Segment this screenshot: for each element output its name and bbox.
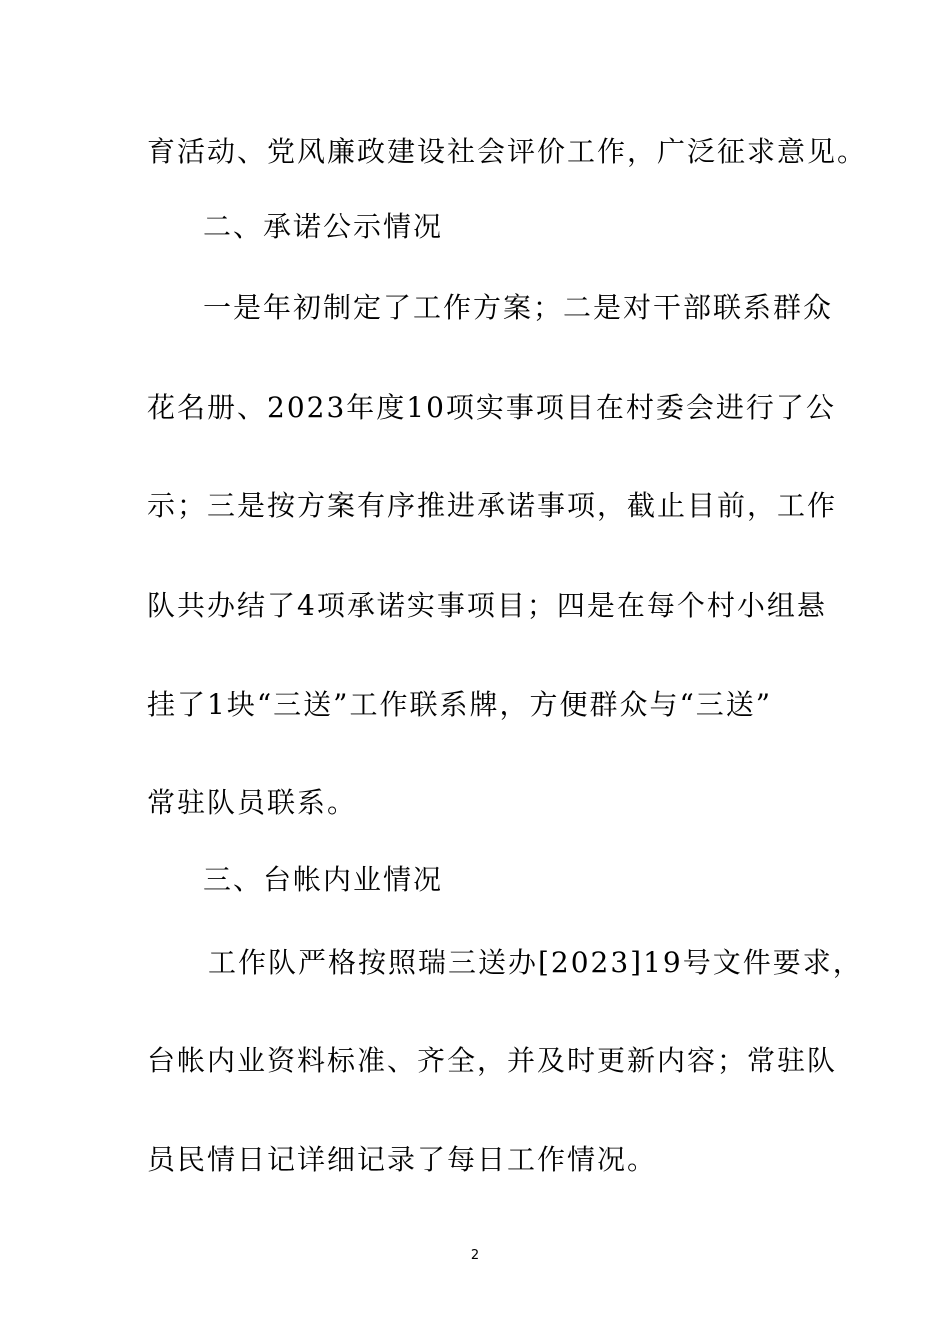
paragraph-line-11: 台帐内业资料标准、齐全，并及时更新内容；常驻队 xyxy=(147,1044,838,1077)
section-heading-2: 二、承诺公示情况 xyxy=(203,210,444,243)
section-heading-3: 三、台帐内业情况 xyxy=(203,863,444,896)
paragraph-line-4: 花名册、2023年度10项实事项目在村委会进行了公 xyxy=(147,391,836,424)
paragraph-line-3: 一是年初制定了工作方案；二是对干部联系群众 xyxy=(203,291,834,324)
paragraph-line-5: 示；三是按方案有序推进承诺事项，截止目前，工作 xyxy=(147,489,838,522)
paragraph-line-6: 队共办结了4项承诺实事项目；四是在每个村小组悬 xyxy=(147,589,827,622)
paragraph-line-7: 挂了1块“三送”工作联系牌，方便群众与“三送” xyxy=(147,688,773,721)
paragraph-line-10: 工作队严格按照瑞三送办[2023]19号文件要求， xyxy=(208,946,863,979)
page-number: 2 xyxy=(470,1248,480,1263)
paragraph-line-12: 员民情日记详细记录了每日工作情况。 xyxy=(147,1143,658,1176)
paragraph-line-1: 育活动、党风廉政建设社会评价工作，广泛征求意见。 xyxy=(147,135,868,168)
paragraph-line-8: 常驻队员联系。 xyxy=(147,786,358,819)
